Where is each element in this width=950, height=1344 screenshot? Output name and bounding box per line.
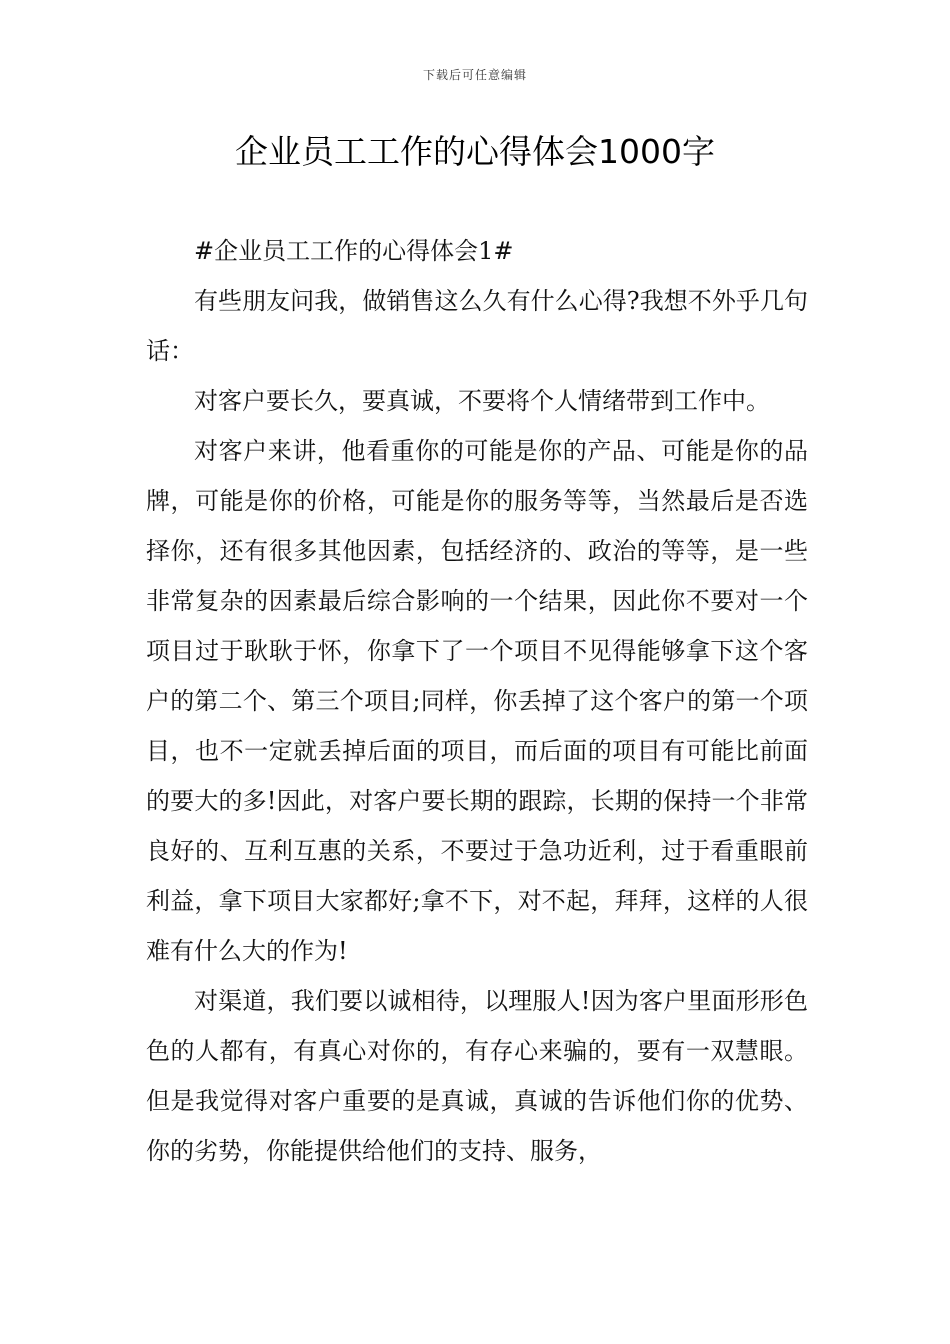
section-heading: #企业员工工作的心得体会1# [194, 237, 514, 265]
document-body [146, 226, 808, 1176]
paragraph: 有些朋友问我，做销售这么久有什么心得?我想不外乎几句话： [146, 287, 808, 365]
paragraph: 对渠道，我们要以诚相待，以理服人!因为客户里面形形色色的人都有，有真心对你的，有存心来骗的，要有一双慧眼。但是我觉得对客户重要的是真诚，真诚的告诉他们你的优势、你的劣势，你能提供给他们的支持、服务， [146, 987, 808, 1165]
page-title: 企业员工工作的心得体会1000字 [235, 132, 715, 171]
paragraph: 对客户要长久，要真诚，不要将个人情绪带到工作中。 [194, 387, 770, 415]
paragraph: 对客户来讲，他看重你的可能是你的产品、可能是你的品牌，可能是你的价格，可能是你的服务等等，当然最后是否选择你，还有很多其他因素，包括经济的、政治的等等，是一些非常复杂的因素最后综合影响的一个结果，因此你不要对一个项目过于耿耿于怀，你拿下了一个项目不见得能够拿下这个客户的第二个、第三个项目;同样，你丢掉了这个客户的第一个项目，也不一定就丢掉后面的项目，而后面的项目有可能比前面的要大的多!因此，对客户要长期的跟踪，长期的保持一个非常良好的、互利互惠的关系，不要过于急功近利，过于看重眼前利益，拿下项目大家都好;拿不下，对不起，拜拜，这样的人很难有什么大的作为! [146, 437, 808, 965]
header-note: 下载后可任意编辑 [422, 68, 527, 82]
